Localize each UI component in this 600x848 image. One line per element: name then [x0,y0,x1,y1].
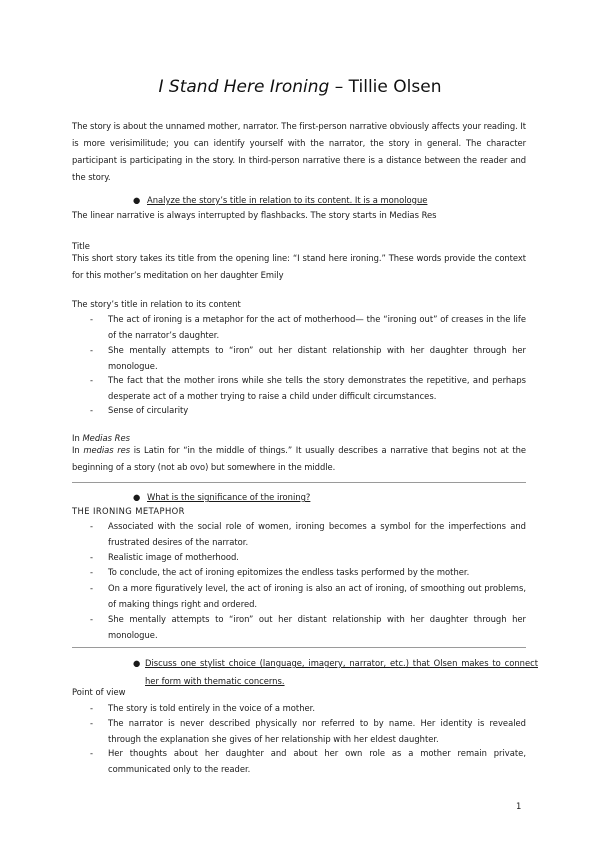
list-item: - On a more figuratively level, the act of ironing is also an act of ironing, of smoothing out problems, of making things right and ordered. [90,580,526,612]
list-item: - The story is told entirely in the voice of a mother. [90,700,526,716]
linear-narrative-line: The linear narrative is always interrupted by flashbacks. The story starts in Medias Res [72,210,437,220]
bullet-text: Analyze the story’s title in relation to its content. It is a monologue [147,195,428,205]
dash-marker: - [90,345,94,355]
list-item: - Sense of circularity [90,402,526,418]
list-item: - To conclude, the act of ironing epitomizes the endless tasks performed by the mother. [90,564,526,580]
relation-heading: The story’s title in relation to its content [72,299,241,309]
bullet-stylistic-choice [133,654,538,690]
dash-marker: - [90,314,94,324]
list-item: - Associated with the social role of women, ironing becomes a symbol for the imperfections and frustrated desires of the narrator. [90,518,526,550]
dash-marker: - [90,567,94,577]
medias-res-paragraph: In medias res is Latin for “in the middle of things.” It usually describes a narrative that begins not at the beginning of a story (not ab ovo) but somewhere in the middle. [72,445,527,472]
title-italic: I Stand Here Ironing [158,77,330,97]
bullet-dot-icon: ● [133,195,141,205]
dash-marker: - [90,718,94,728]
dash-marker: - [90,703,94,713]
intro-paragraph: The story is about the unnamed mother, narrator. The first-person narrative obviously affects your reading. It is more verisimilitude; you can identify yourself with the narrator, the story in general. The character participant is participating in the story. In third-person narrative there is a distance between the reader and the story. [72,121,526,182]
divider [72,482,526,483]
bullet-dot-icon: ● [133,658,141,668]
dash-marker: - [90,521,94,531]
page-number: 1 [516,801,522,811]
list-item: - The fact that the mother irons while she tells the story demonstrates the repetitive, and perhaps desperate act of a mother trying to raise a child under difficult circumstances. [90,372,526,404]
bullet-analyze-title [133,194,427,206]
bullet-ironing-significance [133,491,310,503]
dash-marker: - [90,748,94,758]
title-heading: Title [72,241,90,251]
list-item: - The narrator is never described physically nor referred to by name. Her identity is revealed through the explanation she gives of her relationship with her eldest daughter. [90,715,526,747]
dash-marker: - [90,405,94,415]
bullet-dot-icon: ● [133,492,141,502]
title-rest: – Tillie Olsen [329,77,442,97]
dash-marker: - [90,583,94,593]
page-title [0,76,600,98]
dash-marker: - [90,375,94,385]
list-item: - The act of ironing is a metaphor for the act of motherhood— the “ironing out” of creases in the life of the narrator’s daughter. [90,311,526,343]
bullet-text: Discuss one stylist choice (language, imagery, narrator, etc.) that Olsen makes to connect her form with thematic concerns. [145,658,538,686]
list-item: - Her thoughts about her daughter and about her own role as a mother remain private, communicated only to the reader. [90,745,526,777]
title-paragraph: This short story takes its title from the opening line: “I stand here ironing.” These words provide the context for this mother’s meditation on her daughter Emily [72,253,526,280]
list-item: - She mentally attempts to “iron” out her distant relationship with her daughter through her monologue. [90,611,526,643]
dash-marker: - [90,552,94,562]
divider [72,647,526,648]
list-item: - Realistic image of motherhood. [90,549,526,565]
bullet-text: What is the significance of the ironing? [147,492,311,502]
list-item: - She mentally attempts to “iron” out her distant relationship with her daughter through her monologue. [90,342,526,374]
dash-marker: - [90,614,94,624]
point-of-view-heading: Point of view [72,687,126,697]
medias-res-heading: In Medias Res [72,433,130,443]
ironing-metaphor-heading: THE IRONING METAPHOR [72,506,185,516]
